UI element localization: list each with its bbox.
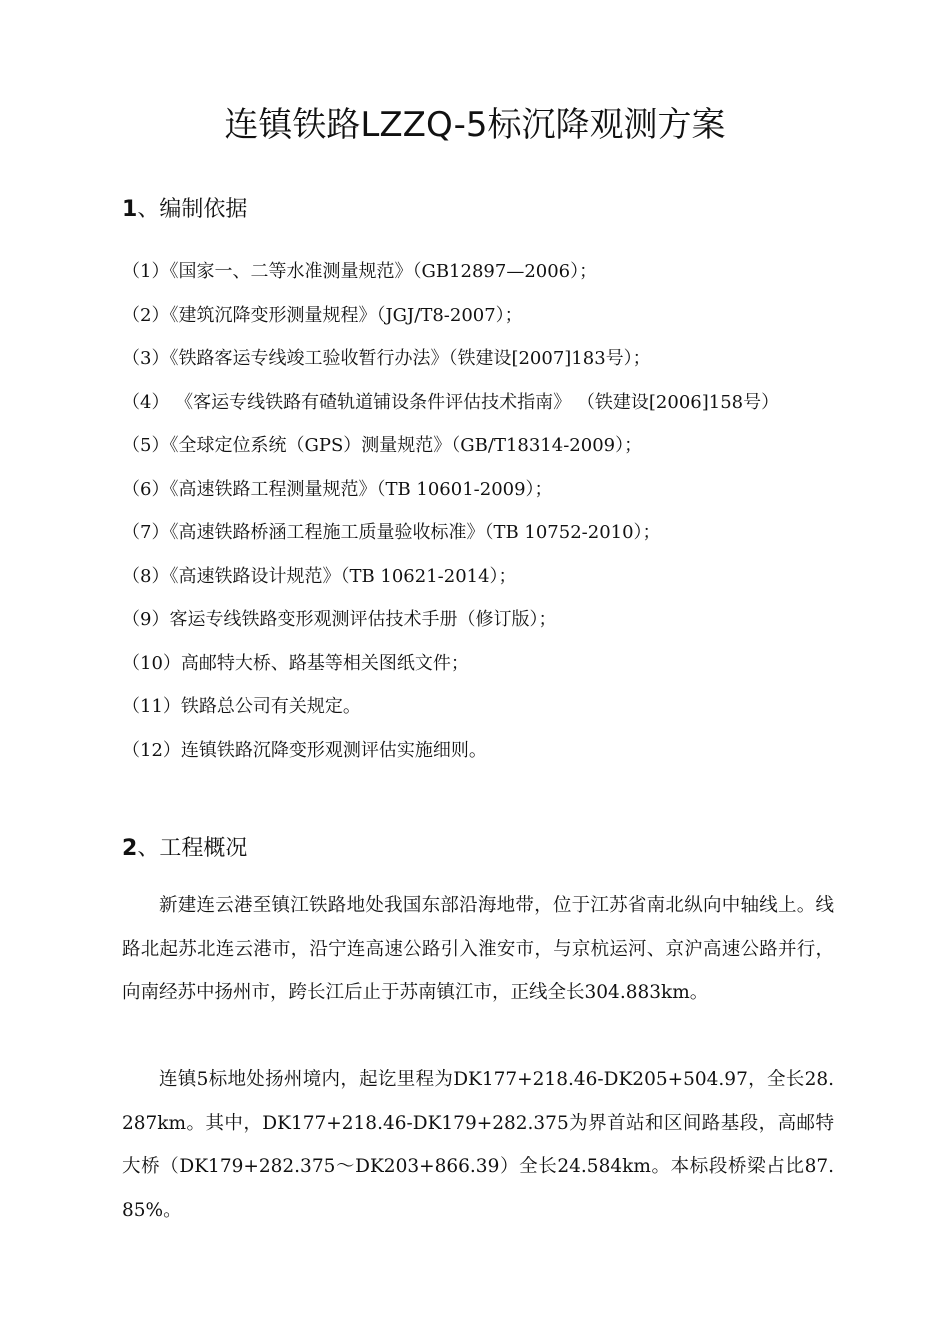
section-paragraph: 连镇5标地处扬州境内，起讫里程为DK177+218.46-DK205+504.97，全长28.287km。其中，DK177+218.46-DK179+282.375为界首站和区间路基段，高邮特大桥（DK179+282.375～DK203+866.39）全长24.584km。本标段桥梁占比87.85%。 — [122, 1069, 834, 1221]
overview-paragraph: 新建连云港至镇江铁路地处我国东部沿海地带，位于江苏省南北纵向中轴线上。线路北起苏北连云港市，沿宁连高速公路引入淮安市，与京杭运河、京沪高速公路并行，向南经苏中扬州市，跨长江后止于苏南镇江市，正线全长304.883km。 — [122, 895, 834, 1003]
reference-item: （12）连镇铁路沉降变形观测评估实施细则。 — [122, 739, 487, 761]
reference-item: （10）高邮特大桥、路基等相关图纸文件； — [122, 652, 469, 674]
reference-item: （7）《高速铁路桥涵工程施工质量验收标准》（TB 10752-2010）； — [122, 522, 661, 543]
reference-item: （3）《铁路客运专线竣工验收暂行办法》（铁建设[2007]183号）； — [122, 348, 651, 369]
reference-item: （9）客运专线铁路变形观测评估技术手册（修订版）； — [122, 609, 557, 630]
reference-item: （6）《高速铁路工程测量规范》（TB 10601-2009）； — [122, 478, 553, 500]
section-1-number: 1 — [122, 197, 138, 222]
section-1-title: 、编制依据 — [137, 197, 248, 222]
reference-item: （5）《全球定位系统（GPS）测量规范》（GB/T18314-2009）； — [122, 435, 643, 456]
document-title: 连镇铁路LZZQ-5标沉降观测方案 — [224, 105, 726, 145]
section-2-title: 、工程概况 — [137, 836, 248, 861]
reference-item: （4） 《客运专线铁路有碴轨道铺设条件评估技术指南》 （铁建设[2006]158号） — [122, 391, 780, 413]
section-2-heading — [122, 832, 247, 866]
reference-list — [122, 250, 834, 772]
reference-item: （1）《国家一、二等水准测量规范》（GB12897—2006）； — [122, 261, 598, 282]
reference-item: （11）铁路总公司有关规定。 — [122, 696, 361, 717]
section-2-number: 2 — [122, 836, 138, 861]
reference-item: （8）《高速铁路设计规范》（TB 10621-2014）； — [122, 565, 517, 587]
reference-item: （2）《建筑沉降变形测量规程》（JGJ/T8-2007）； — [122, 304, 523, 326]
section-1-heading — [122, 193, 247, 227]
